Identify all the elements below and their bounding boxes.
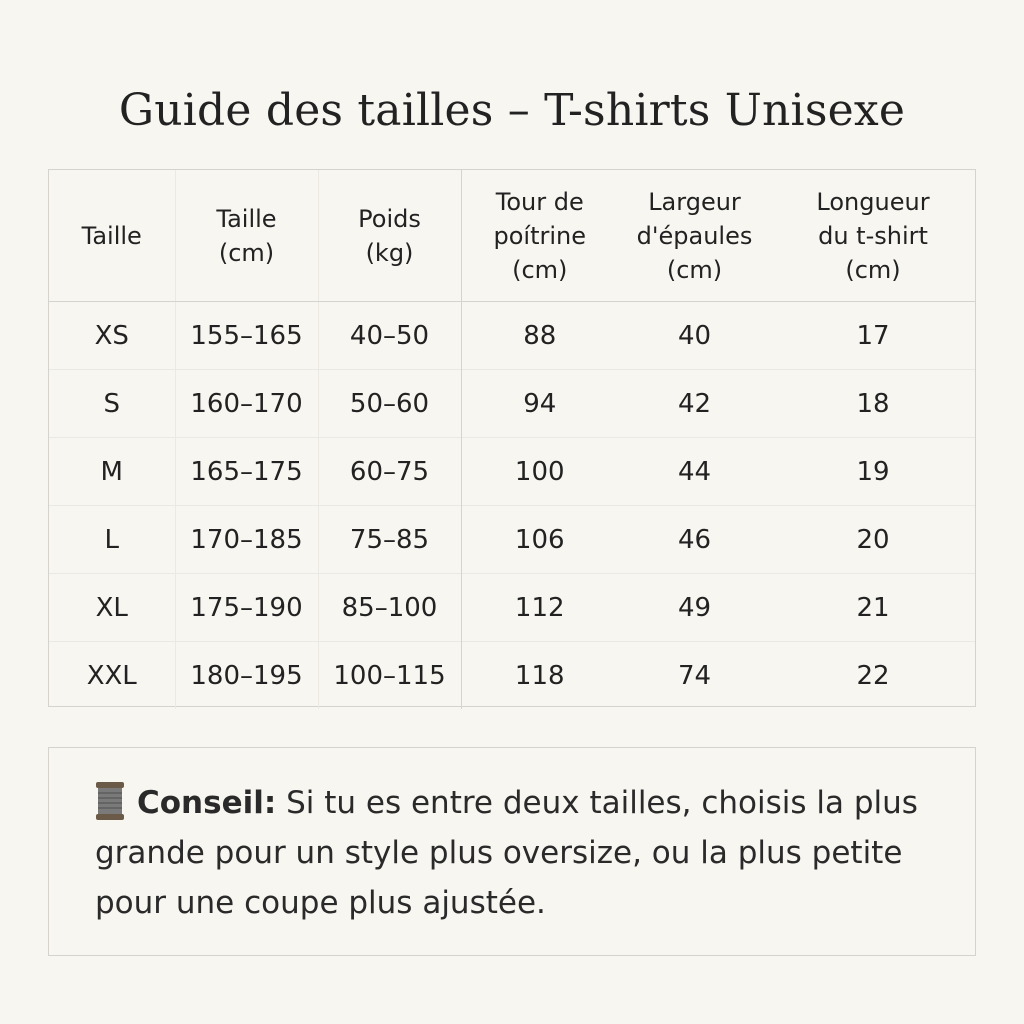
cell-shoulders: 40 <box>677 320 712 351</box>
table-header-row <box>49 170 975 302</box>
thread-spool-icon <box>95 781 125 821</box>
cell-height: 165–175 <box>175 438 318 506</box>
cell-weight: 85–100 <box>318 574 461 642</box>
table-row <box>49 438 975 506</box>
header-tour-de-poitrine: Tour de poítrine (cm) <box>461 170 618 302</box>
header-taille-cm: Taille (cm) <box>175 170 318 302</box>
cell-chest: 94 <box>461 370 618 438</box>
cell-shoulders: 44 <box>618 438 771 506</box>
cell-chest: 118 <box>461 642 618 710</box>
cell-weight: 100–115 <box>318 642 461 710</box>
cell-height: 175–190 <box>175 574 318 642</box>
cell-weight: 60–75 <box>318 438 461 506</box>
cell-length: 21 <box>771 574 975 642</box>
cell-chest: 100 <box>461 438 618 506</box>
header-longueur: Longueur du t-shirt (cm) <box>771 170 975 302</box>
page-title: Guide des tailles – T-shirts Unisexe <box>118 85 906 137</box>
cell-size: S <box>49 370 175 438</box>
table-row <box>49 302 975 370</box>
header-taille: Taille <box>49 170 175 302</box>
table-row <box>49 506 975 574</box>
cell-shoulders: 49 <box>618 574 771 642</box>
cell-height: 155–165 <box>175 302 318 370</box>
cell-chest: 112 <box>461 574 618 642</box>
table-row <box>49 574 975 642</box>
cell-chest: 88 <box>523 320 557 351</box>
tip-text: Si tu es entre deux tailles, choisis la plus grande pour un style plus oversize, ou la plus petite pour une coupe plus ajustée. <box>95 785 918 921</box>
cell-size: XS <box>49 302 175 370</box>
header-poids: Poids (kg) <box>318 170 461 302</box>
header-largeur-epaules: Largeur d'épaules (cm) <box>618 170 771 302</box>
cell-length: 19 <box>771 438 975 506</box>
cell-chest: 106 <box>461 506 618 574</box>
cell-length: 17 <box>856 320 890 351</box>
tip-box <box>48 747 976 956</box>
cell-size: M <box>49 438 175 506</box>
cell-height: 170–185 <box>175 506 318 574</box>
cell-size: XL <box>49 574 175 642</box>
cell-weight: 40–50 <box>318 302 461 370</box>
cell-shoulders: 46 <box>618 506 771 574</box>
cell-size: XXL <box>49 642 175 710</box>
cell-weight: 50–60 <box>318 370 461 438</box>
cell-length: 18 <box>771 370 975 438</box>
cell-length: 20 <box>771 506 975 574</box>
cell-shoulders: 42 <box>618 370 771 438</box>
cell-length: 22 <box>771 642 975 710</box>
cell-weight: 75–85 <box>318 506 461 574</box>
table-row <box>49 370 975 438</box>
cell-height: 160–170 <box>175 370 318 438</box>
cell-size: L <box>49 506 175 574</box>
cell-shoulders: 74 <box>618 642 771 710</box>
size-table <box>48 169 976 707</box>
table-row <box>49 642 975 710</box>
cell-height: 180–195 <box>175 642 318 710</box>
tip-label: Conseil: <box>137 785 277 821</box>
